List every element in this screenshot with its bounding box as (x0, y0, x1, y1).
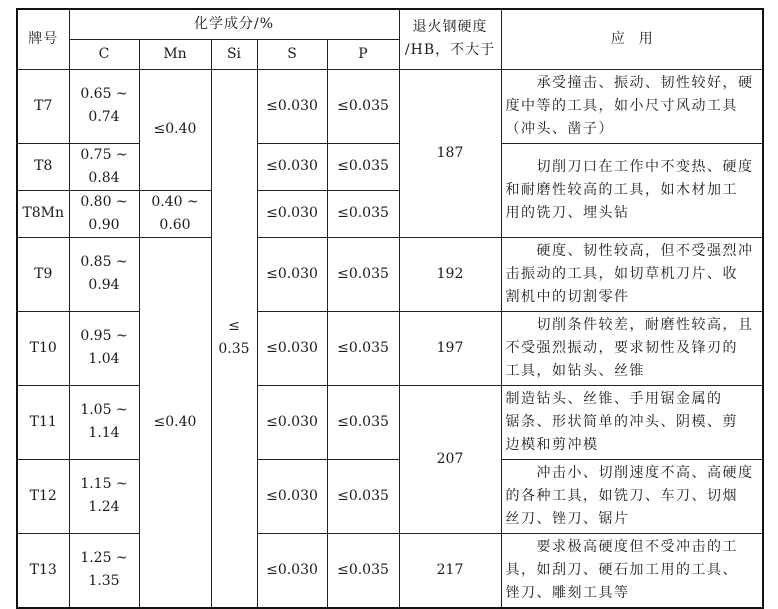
grade-cell: T10 (17, 311, 69, 385)
table-row (17, 69, 763, 143)
application-cell: 切削条件较差，耐磨性较高，且 不受强烈振动，要求韧性及锋刃的 工具，如钻头、丝锥 (501, 311, 763, 385)
table-row (17, 385, 763, 459)
application-cell: 承受撞击、振动、韧性较好，硬 度中等的工具，如小尺寸风动工具 （冲头、凿子） (501, 69, 763, 143)
header-s: S (257, 39, 327, 69)
table-row (17, 143, 763, 190)
grade-cell: T8 (17, 143, 69, 190)
phosphorus-cell: ≤0.035 (327, 143, 399, 190)
header-hardness: 退火钢硬度 /HB，不大于 (399, 9, 501, 69)
phosphorus-cell: ≤0.035 (327, 459, 399, 533)
phosphorus-cell: ≤0.035 (327, 190, 399, 237)
phosphorus-cell: ≤0.035 (327, 69, 399, 143)
grade-cell: T12 (17, 459, 69, 533)
manganese-cell: ≤0.40 (139, 237, 211, 608)
manganese-cell: 0.40 ~ 0.60 (139, 190, 211, 237)
steel-properties-table (16, 8, 764, 609)
sulfur-cell: ≤0.030 (257, 533, 327, 608)
header-composition: 化学成分/% (69, 9, 399, 39)
phosphorus-cell: ≤0.035 (327, 533, 399, 608)
table-row (17, 237, 763, 311)
table-row (17, 311, 763, 385)
sulfur-cell: ≤0.030 (257, 69, 327, 143)
sulfur-cell: ≤0.030 (257, 459, 327, 533)
header-application: 应 用 (501, 9, 763, 69)
table-row (17, 459, 763, 533)
sulfur-cell: ≤0.030 (257, 311, 327, 385)
hardness-cell: 187 (399, 69, 501, 237)
sulfur-cell: ≤0.030 (257, 143, 327, 190)
carbon-cell: 0.95 ~ 1.04 (69, 311, 139, 385)
sulfur-cell: ≤0.030 (257, 190, 327, 237)
carbon-cell: 1.25 ~ 1.35 (69, 533, 139, 608)
hardness-cell: 192 (399, 237, 501, 311)
sulfur-cell: ≤0.030 (257, 237, 327, 311)
header-si: Si (211, 39, 257, 69)
application-cell: 硬度、韧性较高，但不受强烈冲 击振动的工具，如切草机刀片、收 割机中的切割零件 (501, 237, 763, 311)
application-cell: 制造钻头、丝锥、手用锯金属的 锯条、形状简单的冲头、阴模、剪 边模和剪冲模 (501, 385, 763, 459)
grade-cell: T7 (17, 69, 69, 143)
sulfur-cell: ≤0.030 (257, 385, 327, 459)
carbon-cell: 1.05 ~ 1.14 (69, 385, 139, 459)
carbon-cell: 0.85 ~ 0.94 (69, 237, 139, 311)
grade-cell: T8Mn (17, 190, 69, 237)
application-cell: 冲击小、切削速度不高、高硬度 的各种工具，如铣刀、车刀、切烟 丝刀、锉刀、锯片 (501, 459, 763, 533)
header-grade: 牌号 (17, 9, 69, 69)
header-mn: Mn (139, 39, 211, 69)
header-p: P (327, 39, 399, 69)
phosphorus-cell: ≤0.035 (327, 385, 399, 459)
carbon-cell: 0.80 ~ 0.90 (69, 190, 139, 237)
application-cell: 要求极高硬度但不受冲击的工 具，如刮刀、硬石加工用的工具、 锉刀、雕刻工具等 (501, 533, 763, 608)
hardness-cell: 207 (399, 385, 501, 533)
carbon-cell: 1.15 ~ 1.24 (69, 459, 139, 533)
phosphorus-cell: ≤0.035 (327, 237, 399, 311)
table-row (17, 533, 763, 608)
carbon-cell: 0.75 ~ 0.84 (69, 143, 139, 190)
manganese-cell: ≤0.40 (139, 69, 211, 190)
header-c: C (69, 39, 139, 69)
grade-cell: T9 (17, 237, 69, 311)
hardness-cell: 197 (399, 311, 501, 385)
silicon-cell: ≤ 0.35 (211, 69, 257, 608)
grade-cell: T11 (17, 385, 69, 459)
phosphorus-cell: ≤0.035 (327, 311, 399, 385)
hardness-cell: 217 (399, 533, 501, 608)
application-cell: 切削刀口在工作中不变热、硬度 和耐磨性较高的工具，如木材加工 用的铣刀、埋头钻 (501, 143, 763, 237)
grade-cell: T13 (17, 533, 69, 608)
carbon-cell: 0.65 ~ 0.74 (69, 69, 139, 143)
